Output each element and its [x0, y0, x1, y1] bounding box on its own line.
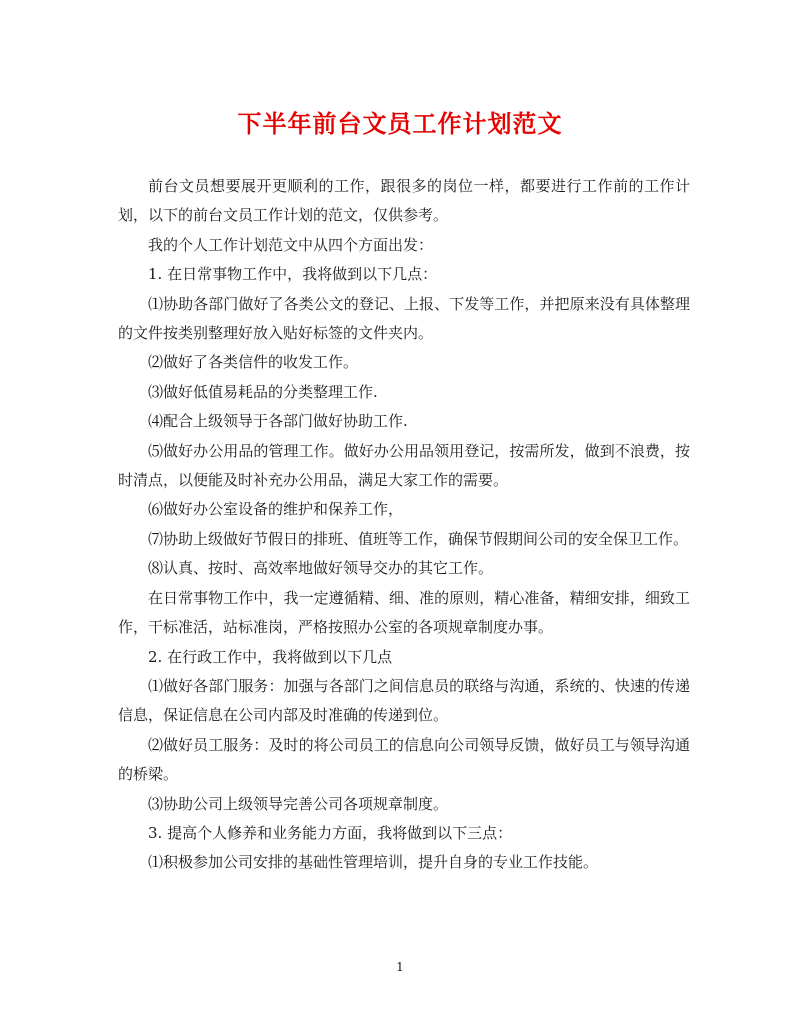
section-heading-administration: 2. 在行政工作中，我将做到以下几点: [148, 647, 393, 666]
list-item: ⑶协助公司上级领导完善公司各项规章制度。: [148, 794, 449, 813]
list-item: ⑷配合上级领导于各部门做好协助工作.: [148, 412, 408, 431]
paragraph-intro: 前台文员想要展开更顺利的工作，跟很多的岗位一样，都要进行工作前的工作计划，以下的前台文员工作计划的范文，仅供参考。: [118, 177, 690, 225]
list-item: ⑸做好办公用品的管理工作。做好办公用品领用登记，按需所发，做到不浪费，按时清点，以便能及时补充办公用品，满足大家工作的需要。: [118, 441, 690, 490]
list-item: ⑴做好各部门服务：加强与各部门之间信息员的联络与沟通，系统的、快速的传递信息，保证信息在公司内部及时准确的传递到位。: [118, 676, 690, 725]
list-item: ⑵做好了各类信件的收发工作。: [148, 353, 359, 372]
list-item: ⑺协助上级做好节假日的排班、值班等工作，确保节假期间公司的安全保卫工作。: [148, 529, 689, 548]
paragraph-principles: 在日常事物工作中，我一定遵循精、细、准的原则，精心准备，精细安排，细致工作，干标准活，站标准岗，严格按照办公室的各项规章制度办事。: [118, 588, 690, 637]
page-number: 1: [396, 960, 404, 974]
section-heading-self-improvement: 3. 提高个人修养和业务能力方面，我将做到以下三点：: [148, 823, 513, 842]
document-body: [118, 172, 690, 878]
list-item: ⑴协助各部门做好了各类公文的登记、上报、下发等工作，并把原来没有具体整理的文件按类别整理好放入贴好标签的文件夹内。: [118, 294, 690, 343]
document-title: 下半年前台文员工作计划范文: [237, 109, 563, 138]
list-item: ⑵做好员工服务：及时的将公司员工的信息向公司领导反馈，做好员工与领导沟通的桥梁。: [118, 735, 690, 784]
list-item: ⑴积极参加公司安排的基础性管理培训，提升自身的专业工作技能。: [148, 853, 599, 872]
list-item: ⑹做好办公室设备的维护和保养工作，: [148, 500, 404, 519]
section-heading-daily-affairs: 1. 在日常事物工作中，我将做到以下几点：: [148, 265, 438, 284]
paragraph-overview: 我的个人工作计划范文中从四个方面出发：: [148, 235, 434, 254]
list-item: ⑻认真、按时、高效率地做好领导交办的其它工作。: [148, 559, 494, 578]
list-item: ⑶做好低值易耗品的分类整理工作.: [148, 382, 378, 401]
